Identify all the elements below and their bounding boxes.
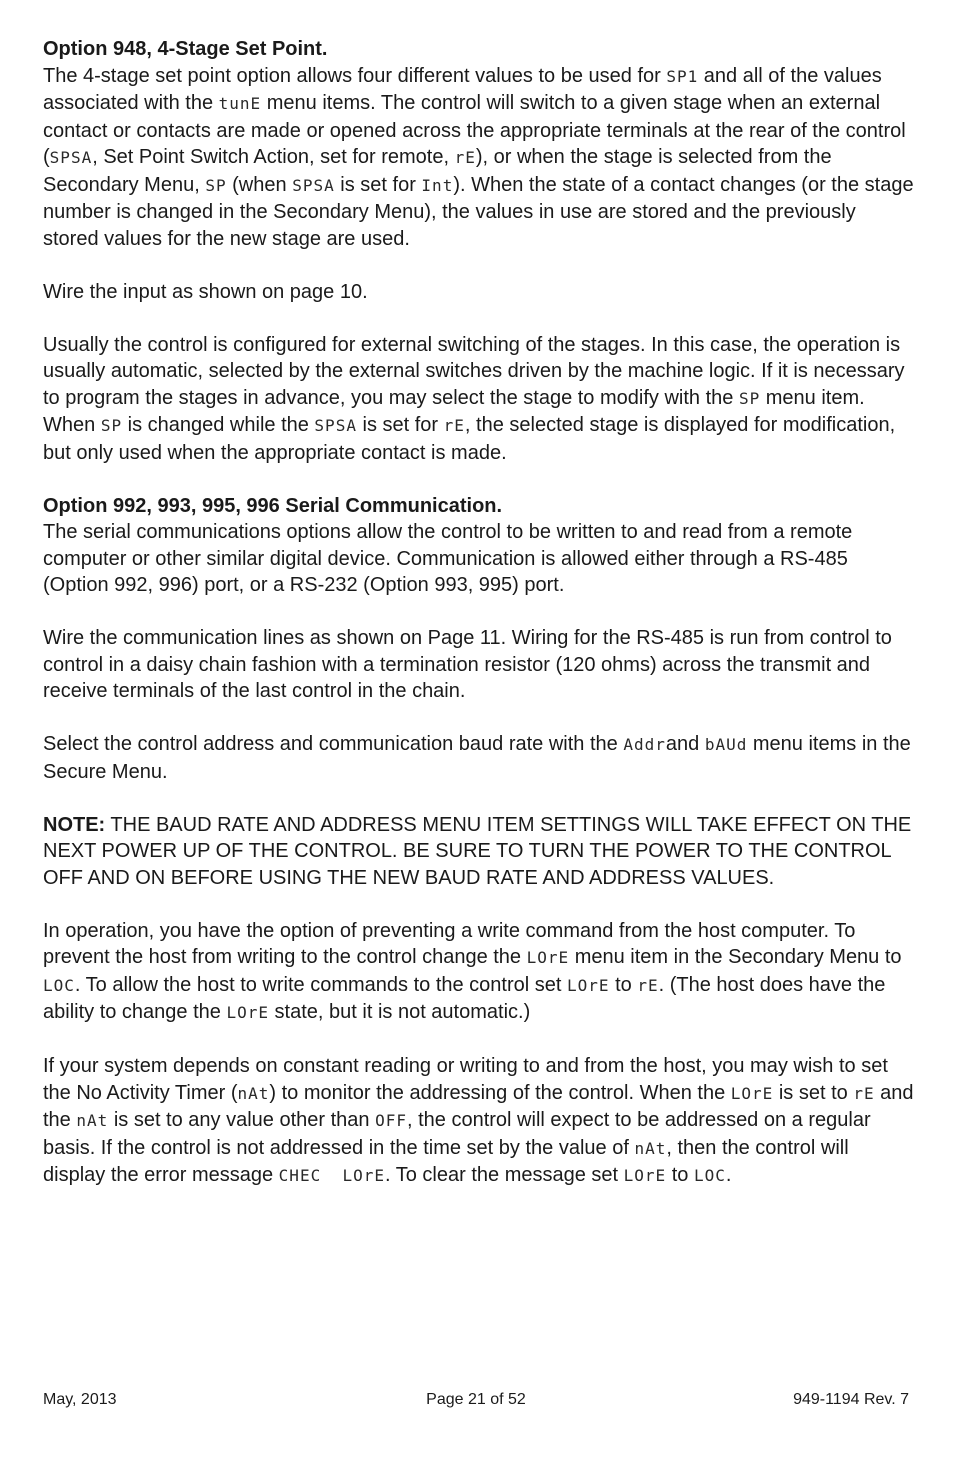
paragraph-write-protection xyxy=(43,918,915,1027)
display-code: nAt xyxy=(237,1083,270,1103)
text-run: and all of the values associated with the xyxy=(43,64,882,114)
display-code: LOrE xyxy=(730,1083,774,1103)
text-run: . To allow the host to write commands to the control set xyxy=(74,973,567,996)
text-run: is set for xyxy=(356,414,444,436)
heading-4-stage-set-point: Option 948, 4-Stage Set Point. xyxy=(43,38,328,60)
paragraph-address-baud xyxy=(43,731,915,785)
text-run: is set for xyxy=(334,173,422,196)
text-run: The serial communications options allow the control to be written to and read from a remote computer or other similar digital device. Communication is allowed either through a RS-485 (Option 992, 996) port, or a RS-232 (Option 993, 995) port. xyxy=(43,521,853,596)
text-run: ). When the state of a contact changes (or the stage number is changed in the Secondary Menu), the values in use are stored and the previously stored values for the new stage are used. xyxy=(43,173,914,250)
display-code: SP xyxy=(205,175,227,195)
text-run: , Set Point Switch Action, set for remote, xyxy=(92,146,455,168)
display-code: SPSA xyxy=(292,175,335,195)
paragraph-wire-communication: Wire the communication lines as shown on Page 11. Wiring for the RS-485 is run from control to control in a daisy chain fashion with a termination resistor (120 ohms) across the transmit and receive terminals of the last control in the chain. xyxy=(43,627,892,702)
note-text: THE BAUD RATE AND ADDRESS MENU ITEM SETTINGS WILL TAKE EFFECT ON THE NEXT POWER UP OF THE CONTROL. BE SURE TO TURN THE POWER TO THE CONTROL OFF AND ON BEFORE USING THE NEW BAUD RATE AND ADDRESS VALUES. xyxy=(43,813,912,889)
display-code: SP1 xyxy=(666,66,699,86)
display-code: LOrE xyxy=(567,975,610,995)
paragraph-note xyxy=(43,812,915,892)
text-run: is set to any value other than xyxy=(108,1109,376,1131)
text-run: , then the control will display the error message xyxy=(43,1136,849,1186)
text-run: The 4-stage set point option allows four different values to be used for xyxy=(43,64,667,87)
display-code: LOC xyxy=(693,1166,726,1185)
display-code: nAt xyxy=(76,1111,109,1130)
page-footer xyxy=(43,1388,909,1412)
paragraph-external-switching xyxy=(43,332,915,467)
text-run: menu items in the Secure Menu. xyxy=(43,733,911,783)
text-run: . To clear the message set xyxy=(385,1164,624,1186)
text-run: Select the control address and communication baud rate with the xyxy=(43,733,624,755)
display-code: LOrE xyxy=(623,1166,667,1185)
display-code: SP xyxy=(100,416,123,435)
text-run: (when xyxy=(226,173,293,196)
text-run: In operation, you have the option of preventing a write command from the host computer. To prevent the host from writing to the control change the xyxy=(43,919,856,968)
text-run: . xyxy=(725,1164,732,1186)
display-code: SP xyxy=(738,388,761,408)
display-code: bAUd xyxy=(704,735,748,754)
note-label: NOTE: xyxy=(43,813,106,836)
heading-serial-communication: Option 992, 993, 995, 996 Serial Communication. xyxy=(43,494,503,517)
text-run: If your system depends on constant reading or writing to and from the host, you may wish to set the No Activity Timer ( xyxy=(43,1055,888,1104)
display-code: CHEC LOrE xyxy=(278,1166,385,1185)
display-code: LOrE xyxy=(526,948,570,967)
display-code: rE xyxy=(454,148,476,167)
text-run: is set to xyxy=(773,1081,854,1104)
text-run: and xyxy=(665,733,705,755)
text-run: ), or when the stage is selected from the Secondary Menu, xyxy=(43,146,832,196)
text-run: . (The host does have the ability to change the xyxy=(43,973,886,1023)
paragraph-no-activity-timer xyxy=(43,1053,915,1190)
footer-document-number: 949-1194 Rev. 7 xyxy=(793,1391,909,1408)
display-code: rE xyxy=(637,975,659,995)
display-code: rE xyxy=(443,416,465,435)
text-run: to xyxy=(666,1164,694,1186)
text-run: menu item in the Secondary Menu to xyxy=(569,946,902,968)
display-code: nAt xyxy=(634,1138,667,1158)
paragraph-serial-intro xyxy=(43,493,915,599)
text-run: , the selected stage is displayed for modification, but only used when the appropriate contact is made. xyxy=(43,414,896,464)
display-code: LOrE xyxy=(226,1003,269,1022)
display-code: SPSA xyxy=(314,416,357,435)
text-run: ) to monitor the addressing of the control. When the xyxy=(269,1081,731,1104)
paragraph-wire-input: Wire the input as shown on page 10. xyxy=(43,280,368,303)
footer-page-number: Page 21 of 52 xyxy=(426,1391,526,1408)
display-code: tunE xyxy=(218,94,262,113)
display-code: LOC xyxy=(43,975,75,995)
display-code: rE xyxy=(853,1083,875,1103)
text-run: is changed while the xyxy=(122,414,315,436)
text-run: state, but it is not automatic.) xyxy=(269,1001,531,1023)
text-run: Usually the control is configured for external switching of the stages. In this case, the operation is usually automatic, selected by the external switches driven by the machine logic. If it is necessary to program the stages in advance, you may select the stage to modify with the xyxy=(43,333,905,409)
document-page xyxy=(43,36,915,1216)
display-code: SPSA xyxy=(49,148,93,167)
text-run: , the control will expect to be addressed on a regular basis. If the control is not addressed in the time set by the value of xyxy=(43,1109,871,1159)
display-code: Addr xyxy=(623,735,666,754)
text-run: and the xyxy=(43,1081,914,1131)
display-code: OFF xyxy=(375,1111,407,1130)
text-run: to xyxy=(609,973,638,996)
paragraph-4-stage-intro xyxy=(43,36,915,252)
footer-date: May, 2013 xyxy=(43,1391,117,1408)
display-code: Int xyxy=(421,175,454,195)
text-run: menu item. When xyxy=(43,386,865,436)
text-run: menu items. The control will switch to a given stage when an external contact or contacts are made or opened across the appropriate terminals at the rear of the control ( xyxy=(43,92,906,168)
